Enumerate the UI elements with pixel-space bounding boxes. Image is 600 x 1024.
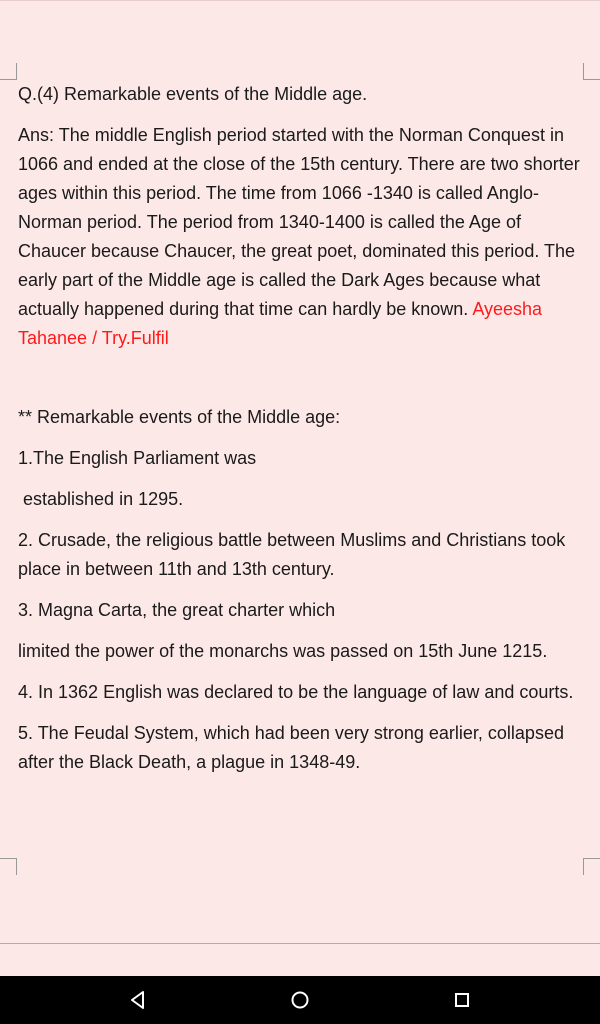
page-corner-top-left: [0, 63, 17, 80]
author-credit: Ayeesha Tahanee / Try.Fulfil: [18, 299, 543, 348]
recents-button[interactable]: [438, 976, 486, 1024]
event-item: limited the power of the monarchs was passed on 15th June 1215.: [18, 641, 548, 661]
event-item: 1.The English Parliament was: [18, 448, 257, 468]
bottom-divider: [0, 943, 600, 944]
answer-paragraph: [18, 121, 582, 353]
question-heading: Q.(4) Remarkable events of the Middle age.: [18, 84, 368, 104]
events-heading: ** Remarkable events of the Middle age:: [18, 407, 341, 427]
home-icon: [290, 990, 310, 1010]
back-icon: [128, 990, 148, 1010]
event-item: 2. Crusade, the religious battle between Muslims and Christians took place in between 11th and 13th century.: [18, 530, 566, 579]
page-corner-top-right: [583, 63, 600, 80]
top-divider: [0, 0, 600, 1]
event-item: established in 1295.: [18, 489, 184, 509]
system-navigation-bar: [0, 976, 600, 1024]
document-content: [18, 80, 582, 789]
back-button[interactable]: [114, 976, 162, 1024]
answer-text: Ans: The middle English period started with the Norman Conquest in 1066 and ended at the close of the 15th century. There are two shorter ages within this period. The time from 1066 -1340 is called Anglo-Norman period. The period from 1340-1400 is called the Age of Chaucer because Chaucer, the great poet, dominated this period. The early part of the Middle age is called the Dark Ages because what actually happened during that time can hardly be known.: [18, 125, 580, 319]
page-corner-bottom-left: [0, 858, 17, 875]
page-corner-bottom-right: [583, 858, 600, 875]
event-item: 3. Magna Carta, the great charter which: [18, 600, 336, 620]
recents-icon: [452, 990, 472, 1010]
event-item: 5. The Feudal System, which had been very strong earlier, collapsed after the Black Death, a plague in 1348-49.: [18, 723, 564, 772]
home-button[interactable]: [276, 976, 324, 1024]
event-item: 4. In 1362 English was declared to be the language of law and courts.: [18, 682, 574, 702]
